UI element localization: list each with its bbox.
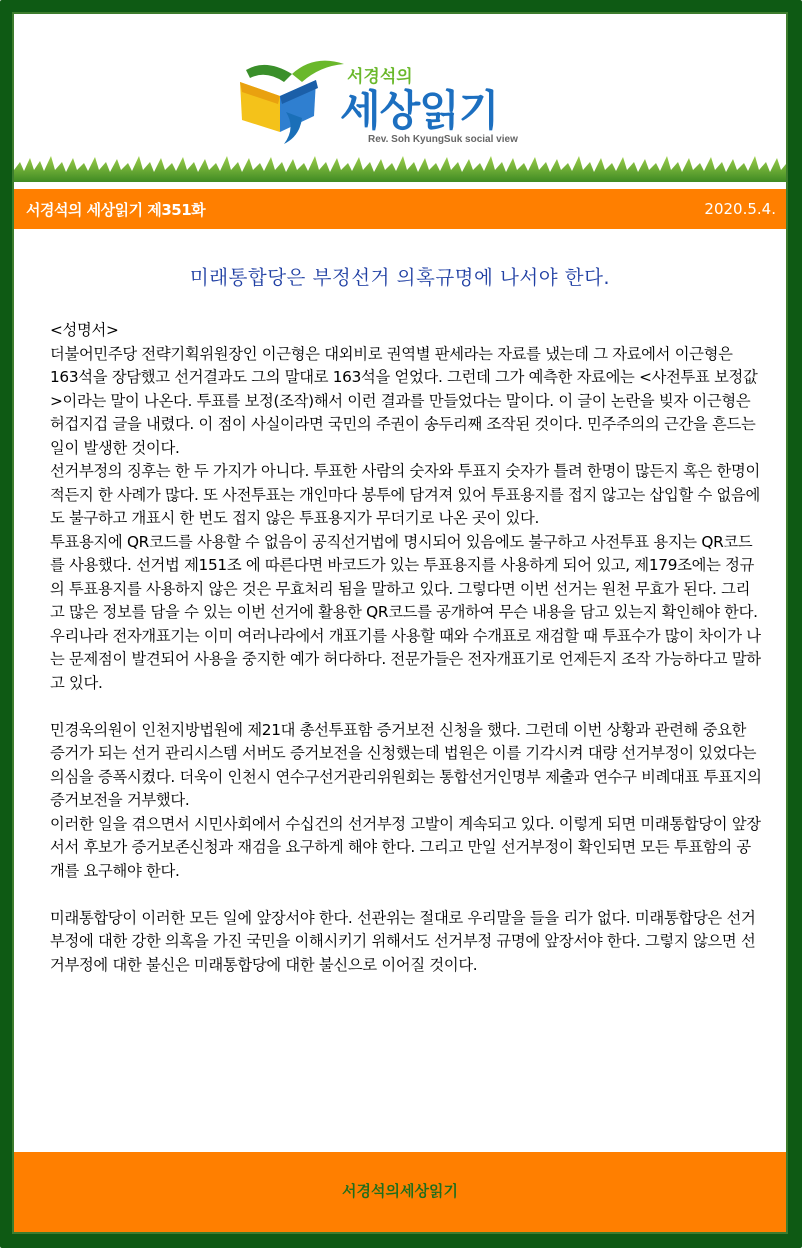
date-label: 2020.5.4. (704, 200, 776, 218)
paragraph: 미래통합당이 이러한 모든 일에 앞장서야 한다. 선관위는 절대로 우리말을 들을 리가 없다. 미래통합당은 선거부정에 대한 강한 의혹을 가진 국민을 이해시키기 위해서도 선거부정 규명에 앞장서야 한다. 그렇지 않으면 선거부정에 대한 불신은 미래통합당에 대한 불신으로 이어질 것이다. (50, 908, 756, 974)
footer (14, 1152, 786, 1232)
paragraph: 이러한 일을 겪으면서 시민사회에서 수십건의 선거부정 고발이 계속되고 있다. 이렇게 되면 미래통합당이 앞장서서 후보가 증거보존신청과 재검을 요구하게 해야 한다. 그리고 만일 선거부정이 확인되면 모든 투표함의 공개를 요구해야 한다. (50, 814, 761, 880)
logo (236, 52, 576, 152)
grass-decoration (14, 152, 786, 182)
series-label: 서경석의 세상읽기 제351화 (26, 201, 206, 219)
paragraph: 민경욱의원이 인천지방법원에 제21대 총선투표함 증거보전 신청을 했다. 그런데 이번 상황과 관련해 중요한 증거가 되는 선거 관리시스템 서버도 증거보전을 신청했는데 법원은 이를 기각시켜 대량 선거부정이 있었다는 의심을 증폭시켰다. 더욱이 인천시 연수구선거관리위원회는 통합선거인명부 제출과 연수구 비례대표 투표지의 증거보전을 거부했다. (50, 720, 762, 809)
paragraph-heading: <성명서> (50, 321, 119, 339)
article-title: 미래통합당은 부정선거 의혹규명에 나서야 한다. (189, 266, 611, 289)
article-body (50, 319, 764, 977)
paragraph: 선거부정의 징후는 한 두 가지가 아니다. 투표한 사람의 숫자와 투표지 숫자가 틀려 한명이 많든지 혹은 한명이 적든지 한 사례가 많다. 또 사전투표는 개인마다 봉투에 담겨져 있어 투표용지를 접지 않고는 삽입할 수 없음에도 불구하고 개표시 한 번도 접지 않은 투표용지가 무더기로 나온 곳이 있다. (50, 462, 760, 527)
open-book-bird-logo-icon (236, 52, 356, 152)
paragraph: 더불어민주당 전략기획위원장인 이근형은 대외비로 권역별 판세라는 자료를 냈는데 그 자료에서 이근형은 163석을 장담했고 선거결과도 그의 말대로 163석을 얻었다. 그런데 그가 예측한 자료에는 <사전투표 보정값>이라는 말이 나온다. 투표를 보정(조작)해서 이런 결과를 만들었다는 말이다. 이 글이 논란을 빚자 이근형은 허겁지겁 글을 내렸다. 이 점이 사실이라면 국민의 주권이 송두리째 조작된 것이다. 민주주의의 근간을 흔드는 일이 발생한 것이다. (50, 344, 758, 457)
paragraph-gap (50, 883, 764, 907)
logo-big-text: 세상읽기 (340, 86, 499, 135)
series-bar (14, 189, 786, 229)
paragraph-gap (50, 695, 764, 719)
page-inner (12, 12, 788, 1234)
logo-small-text: 서경석의 (347, 67, 413, 87)
header (14, 14, 786, 184)
paragraph: 투표용지에 QR코드를 사용할 수 없음이 공직선거법에 명시되어 있음에도 불구하고 사전투표 용지는 QR코드를 사용했다. 선거법 제151조 에 따른다면 바코드가 있는 투표용지를 사용하게 되어 있고, 제179조에는 정규의 투표용지를 사용하지 않은 것은 무효처리 됨을 말하고 있다. 그렇다면 이번 선거는 원천 무효가 된다. 그리고 많은 정보를 담을 수 있는 이번 선거에 활용한 QR코드를 공개하여 무슨 내용을 담고 있는지 확인해야 한다. (50, 532, 758, 621)
logo-subtitle: Rev. Soh KyungSuk social view (368, 134, 518, 145)
paragraph: 우리나라 전자개표기는 이미 여러나라에서 개표기를 사용할 때와 수개표로 재검할 때 투표수가 많이 차이가 나는 문제점이 발견되어 사용을 중지한 예가 허다하다. 전문가들은 전자개표기로 언제든지 조작 가능하다고 말하고 있다. (50, 626, 761, 692)
footer-text: 서경석의세상읽기 (342, 1182, 458, 1200)
